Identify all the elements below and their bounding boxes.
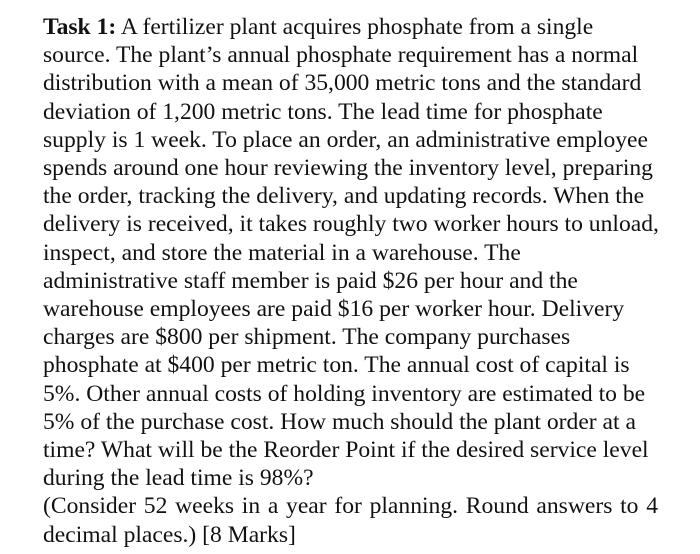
- task-line: administrative staff member is paid $26 per hour and the: [43, 267, 578, 294]
- task-line: supply is 1 week. To place an order, an administrative employee: [43, 126, 648, 153]
- task-line: spends around one hour reviewing the inventory level, preparing: [43, 155, 653, 182]
- task-text: [43, 13, 683, 549]
- task-line: time? What will be the Reorder Point if the desired service level: [43, 437, 649, 464]
- task-line: 5%. Other annual costs of holding inventory are estimated to be: [43, 380, 646, 407]
- task-line: inspect, and store the material in a warehouse. The: [43, 239, 521, 266]
- task-line: (Consider 52 weeks in a year for planning. Round answers to 4: [43, 493, 658, 520]
- task-line: source. The plant’s annual phosphate requirement has a normal: [43, 42, 639, 69]
- task-line: distribution with a mean of 35,000 metric tons and the standard: [43, 70, 642, 97]
- task-line: deviation of 1,200 metric tons. The lead time for phosphate: [43, 98, 603, 125]
- task-line: during the lead time is 98%?: [43, 465, 314, 492]
- task-line: phosphate at $400 per metric ton. The annual cost of capital is: [43, 352, 630, 379]
- task-line-text: A fertilizer plant acquires phosphate from a single: [116, 14, 594, 40]
- task-line: 5% of the purchase cost. How much should the plant order at a: [43, 408, 636, 435]
- task-line: charges are $800 per shipment. The company purchases: [43, 324, 571, 351]
- task-line: delivery is received, it takes roughly two worker hours to unload,: [43, 211, 659, 238]
- task-label: Task 1:: [43, 14, 117, 40]
- task-line: [43, 13, 683, 41]
- task-line: the order, tracking the delivery, and updating records. When the: [43, 183, 645, 210]
- task-line: warehouse employees are paid $16 per worker hour. Delivery: [43, 296, 625, 323]
- task-line: decimal places.) [8 Marks]: [43, 521, 296, 548]
